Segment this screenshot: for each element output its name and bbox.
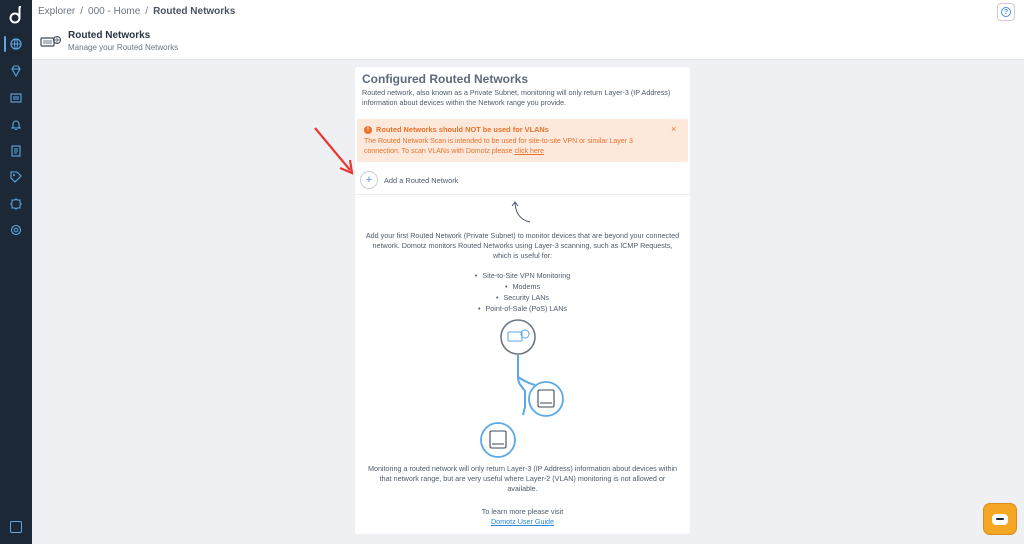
puzzle-icon — [10, 198, 22, 210]
warning-icon: ! — [364, 126, 372, 134]
use-case-list — [355, 270, 690, 314]
bell-icon — [10, 119, 22, 131]
card-title: Configured Routed Networks — [362, 72, 529, 86]
alert-close-icon[interactable]: × — [671, 124, 677, 134]
diamond-icon — [10, 65, 22, 77]
sidebar-item-settings[interactable] — [0, 220, 32, 240]
globe-icon — [10, 38, 22, 50]
sidebar — [0, 0, 32, 544]
curved-arrow-icon — [510, 199, 534, 225]
page-header — [32, 0, 1024, 60]
plus-icon[interactable]: + — [360, 171, 378, 189]
footer-text: Monitoring a routed network will only return Layer-3 (IP Address) information about devices within that network range, but are very useful where Layer-2 (VLAN) monitoring is not allowed or available. — [367, 464, 678, 493]
list-item: • Point-of-Sale (PoS) LANs — [355, 303, 690, 314]
report-icon — [10, 145, 22, 157]
alert-body — [364, 137, 664, 157]
board-icon — [10, 92, 22, 104]
vlan-warning-alert — [357, 119, 688, 162]
help-button[interactable] — [997, 3, 1015, 21]
tag-icon — [10, 171, 22, 183]
alert-title: Routed Networks should NOT be used for VLANs — [376, 125, 549, 134]
alert-click-here-link[interactable]: click here — [514, 148, 545, 155]
divider — [355, 194, 690, 195]
settings-icon — [10, 224, 22, 236]
page-subtitle: Manage your Routed Networks — [68, 43, 179, 52]
user-guide-link[interactable]: Domotz User Guide — [490, 517, 555, 526]
expand-sidebar-icon[interactable] — [10, 521, 22, 533]
list-item: • Modems — [355, 281, 690, 292]
page-title: Routed Networks — [68, 30, 151, 41]
routed-network-icon — [40, 34, 62, 50]
network-diagram-illustration — [475, 317, 575, 467]
help-icon: ? — [1001, 7, 1011, 17]
add-routed-network-button[interactable] — [360, 171, 458, 189]
list-item: • Security LANs — [355, 292, 690, 303]
breadcrumb — [38, 6, 235, 17]
breadcrumb-home[interactable]: 000 - Home — [88, 6, 141, 17]
alert-body-text: The Routed Network Scan is intended to be used for site-to-site VPN or similar Layer 3 connection. To scan VLANs with Domotz please — [364, 138, 633, 155]
list-item: • Site-to-Site VPN Monitoring — [355, 270, 690, 281]
breadcrumb-explorer[interactable]: Explorer — [38, 6, 76, 17]
sidebar-item-board[interactable] — [0, 88, 32, 108]
intro-text: Add your first Routed Network (Private Subnet) to monitor devices that are beyond your connected network. Domotz monitors Routed Networks using Layer-3 scanning, such as ICMP Requests, which is useful for: — [365, 231, 680, 260]
sidebar-item-alerts[interactable] — [0, 115, 32, 135]
breadcrumb-separator: / — [145, 6, 149, 17]
routed-networks-card — [355, 67, 690, 534]
breadcrumb-current: Routed Networks — [153, 6, 236, 17]
sidebar-item-globe[interactable] — [0, 34, 32, 54]
chat-support-button[interactable] — [983, 503, 1017, 535]
learn-more-text: To learn more please visit — [481, 507, 564, 516]
sidebar-item-integrations[interactable] — [0, 194, 32, 214]
domotz-logo-icon[interactable] — [9, 6, 23, 24]
sidebar-item-tags[interactable] — [0, 167, 32, 187]
add-routed-network-label[interactable]: Add a Routed Network — [384, 175, 459, 185]
breadcrumb-separator: / — [80, 6, 84, 17]
card-description: Routed network, also known as a Private Subnet, monitoring will only return Layer-3 (IP Address) information about devices within the Network range you provide. — [362, 88, 671, 107]
annotation-arrow-icon — [310, 124, 356, 178]
chat-icon — [992, 514, 1008, 525]
sidebar-item-reports[interactable] — [0, 141, 32, 161]
sidebar-item-diamond[interactable] — [0, 61, 32, 81]
